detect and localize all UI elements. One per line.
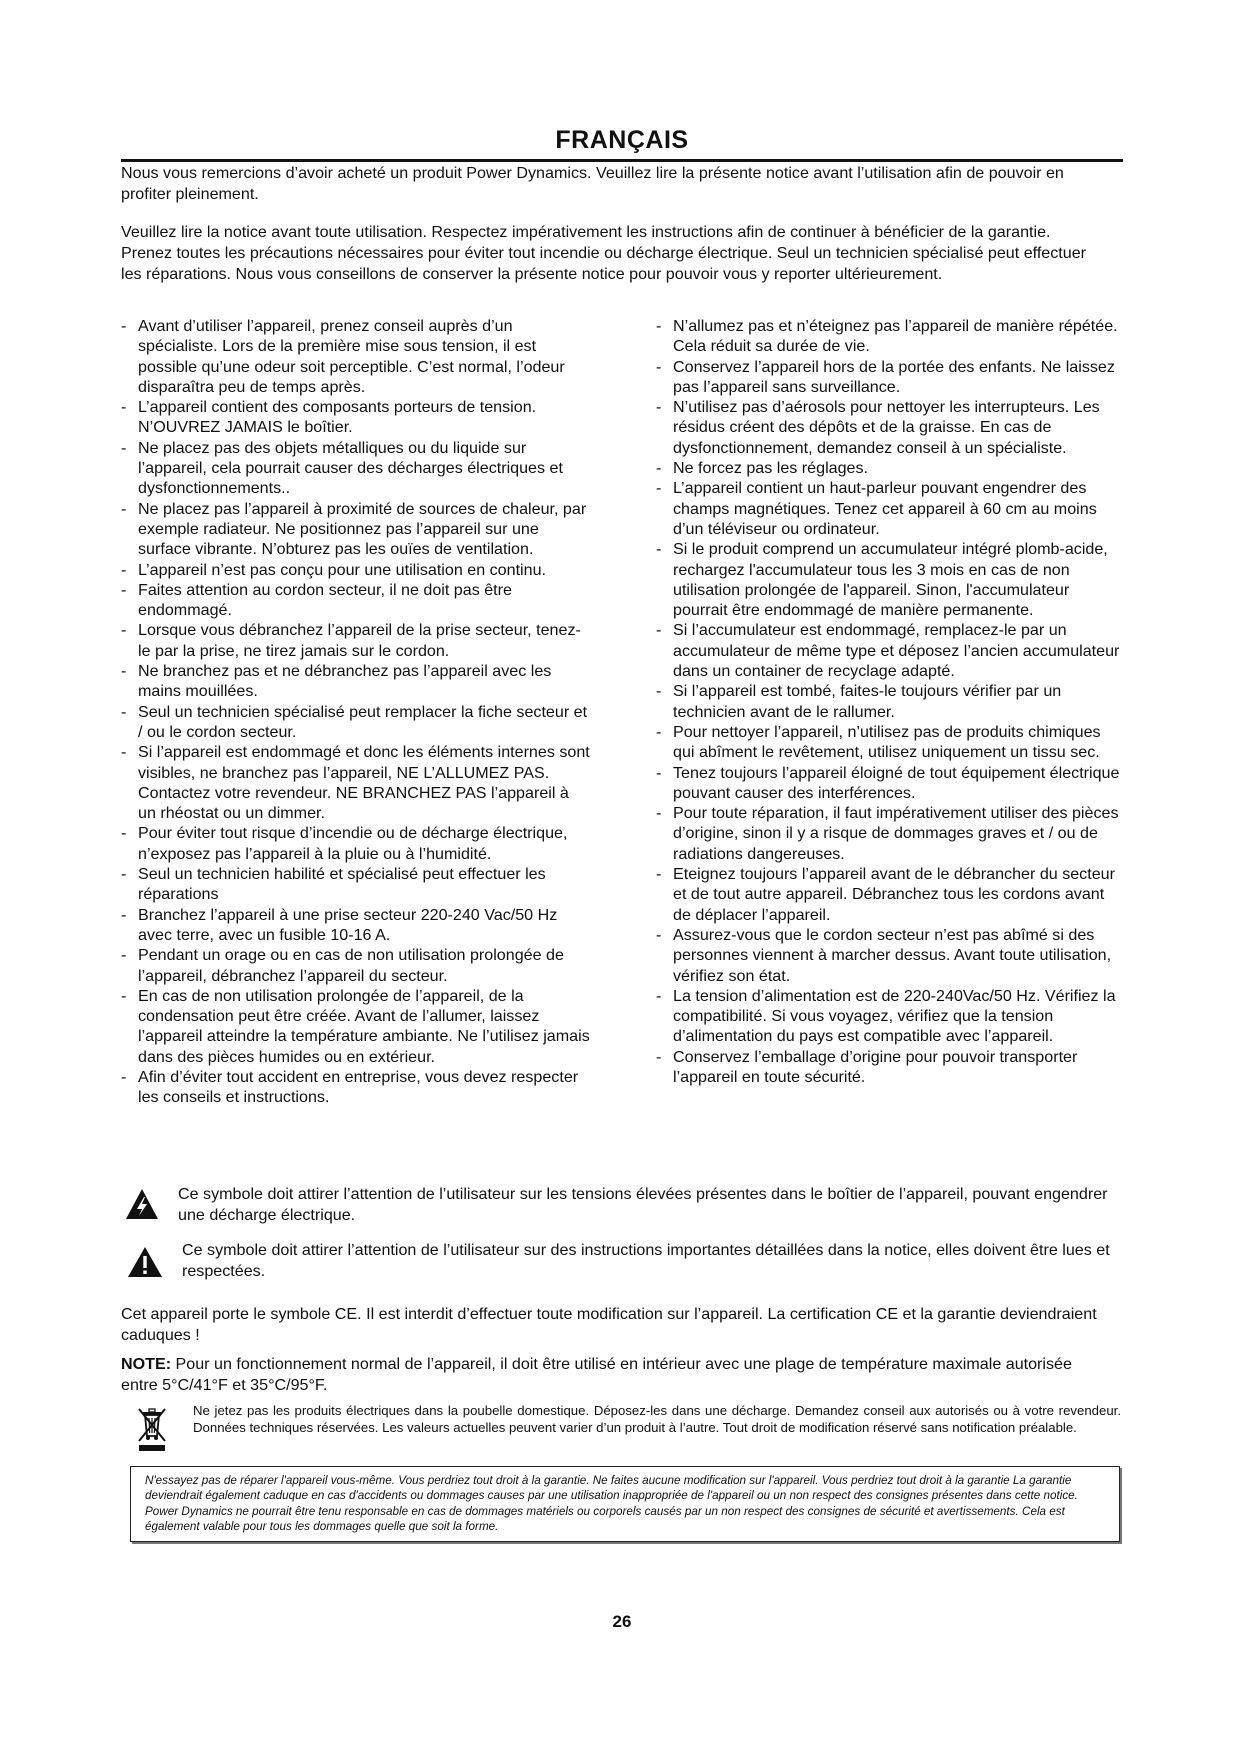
- warranty-disclaimer-box: [130, 1466, 1120, 1542]
- instruction-warning-text: Ce symbole doit attirer l’attention de l’utilisateur sur des instructions importantes détaillées dans la notice, elles doivent être lues et respectées.: [182, 1241, 1110, 1280]
- intro-paragraph-2: Veuillez lire la notice avant toute utilisation. Respectez impérativement les instructions afin de continuer à bénéficier de la garantie. Prenez toutes les précautions nécessaires pour éviter tout incendie ou décharge électrique. Seul un technicien spécialisé peut effectuer les réparations. Nous vous conseillons de conserver la présente notice pour pouvoir vous y reporter ultérieurement.: [121, 223, 1087, 283]
- note-paragraph: [121, 1354, 1101, 1396]
- list-item: - Conservez l’appareil hors de la portée des enfants. Ne laissez pas l’appareil sans surveillance.: [656, 357, 1124, 398]
- list-item: - Si l’appareil est tombé, faites-le toujours vérifier par un technicien avant de le rallumer.: [656, 681, 1124, 722]
- list-item: - La tension d’alimentation est de 220-240Vac/50 Hz. Vérifiez la compatibilité. Si vous voyagez, vérifiez que la tension d’alimentation du pays est compatible avec l’appareil.: [656, 986, 1124, 1047]
- list-item: - Ne placez pas des objets métalliques ou du liquide sur l’appareil, cela pourrait causer des décharges électriques et dysfonctionnements..: [121, 438, 591, 499]
- list-item: - Pour nettoyer l’appareil, n’utilisez pas de produits chimiques qui abîment le revêtement, utilisez uniquement un tissu sec.: [656, 722, 1124, 763]
- list-item: - Afin d’éviter tout accident en entreprise, vous devez respecter les conseils et instructions.: [121, 1067, 591, 1108]
- list-item: - Si l’appareil est endommagé et donc les éléments internes sont visibles, ne branchez pas l’appareil, NE L’ALLUMEZ PAS. Contactez votre revendeur. NE BRANCHEZ PAS l’appareil à un rhéostat ou un dimmer.: [121, 742, 591, 823]
- list-item: - Si l’accumulateur est endommagé, remplacez-le par un accumulateur de même type et déposez l’ancien accumulateur dans un container de recyclage adapté.: [656, 620, 1124, 681]
- page-number: 26: [612, 1612, 632, 1631]
- list-item: - Branchez l’appareil à une prise secteur 220-240 Vac/50 Hz avec terre, avec un fusible 10-16 A.: [121, 905, 591, 946]
- list-item: - Conservez l’emballage d’origine pour pouvoir transporter l’appareil en toute sécurité.: [656, 1047, 1124, 1088]
- voltage-warning-text: Ce symbole doit attirer l’attention de l’utilisateur sur les tensions élevées présentes dans le boîtier de l’appareil, pouvant engendrer une décharge électrique.: [178, 1185, 1108, 1224]
- list-item: - Eteignez toujours l’appareil avant de le débrancher du secteur et de tout autre appareil. Débranchez tous les cordons avant de déplacer l’appareil.: [656, 864, 1124, 925]
- list-item: - Pendant un orage ou en cas de non utilisation prolongée de l’appareil, débranchez l’appareil du secteur.: [121, 945, 591, 986]
- list-item: - Tenez toujours l’appareil éloigné de tout équipement électrique pouvant causer des interférences.: [656, 763, 1124, 804]
- lightning-triangle-icon: [125, 1188, 159, 1225]
- left-column: [121, 316, 591, 1108]
- list-item: - Pour éviter tout risque d’incendie ou de décharge électrique, n’exposez pas l’appareil à la pluie ou à l’humidité.: [121, 823, 591, 864]
- list-item: - L’appareil contient un haut-parleur pouvant engendrer des champs magnétiques. Tenez cet appareil à 60 cm au moins d’un téléviseur ou ordinateur.: [656, 478, 1124, 539]
- exclamation-triangle-icon: [127, 1246, 163, 1283]
- intro-paragraph-1: Nous vous remercions d’avoir acheté un produit Power Dynamics. Veuillez lire la présente notice avant l’utilisation afin de pouvoir en profiter pleinement.: [121, 164, 1064, 203]
- list-item: - Pour toute réparation, il faut impérativement utiliser des pièces d’origine, sinon il y a risque de dommages graves et / ou de radiations dangereuses.: [656, 803, 1124, 864]
- list-item: - Assurez-vous que le cordon secteur n’est pas abîmé si des personnes viennent à marcher dessus. Avant toute utilisation, vérifiez son état.: [656, 925, 1124, 986]
- list-item: - Ne forcez pas les réglages.: [656, 458, 1124, 478]
- right-column: [656, 316, 1124, 1087]
- list-item: - Lorsque vous débranchez l’appareil de la prise secteur, tenez-le par la prise, ne tirez jamais sur le cordon.: [121, 620, 591, 661]
- list-item: - En cas de non utilisation prolongée de l’appareil, de la condensation peut être créée. Avant de l’allumer, laissez l’appareil atteindre la température ambiante. Ne l’utilisez jamais dans des pièces humides ou en extérieur.: [121, 986, 591, 1067]
- ce-paragraph: Cet appareil porte le symbole CE. Il est interdit d’effectuer toute modification sur l’appareil. La certification CE et la garantie deviendraient caduques !: [121, 1305, 1097, 1344]
- list-item: - L’appareil contient des composants porteurs de tension. N’OUVREZ JAMAIS le boîtier.: [121, 397, 591, 438]
- page-title: FRANÇAIS: [555, 126, 689, 154]
- note-text: Pour un fonctionnement normal de l’appareil, il doit être utilisé en intérieur avec une plage de température maximale autorisée entre 5°C/41°F et 35°C/95°F.: [121, 1355, 1072, 1394]
- list-item: - Seul un technicien spécialisé peut remplacer la fiche secteur et / ou le cordon secteur.: [121, 702, 591, 743]
- list-item: - N’utilisez pas d’aérosols pour nettoyer les interrupteurs. Les résidus créent des dépôts et de la graisse. En cas de dysfonctionnement, demandez conseil à un spécialiste.: [656, 397, 1124, 458]
- list-item: - Ne branchez pas et ne débranchez pas l’appareil avec les mains mouillées.: [121, 661, 591, 702]
- list-item: - N’allumez pas et n’éteignez pas l’appareil de manière répétée. Cela réduit sa durée de vie.: [656, 316, 1124, 357]
- list-item: - Si le produit comprend un accumulateur intégré plomb-acide, rechargez l'accumulateur tous les 3 mois en cas de non utilisation prolongée de l'appareil. Sinon, l'accumulateur pourrait être endommagé de manière permanente.: [656, 539, 1124, 620]
- list-item: - Avant d’utiliser l’appareil, prenez conseil auprès d’un spécialiste. Lors de la première mise sous tension, il est possible qu’une odeur soit perceptible. C’est normal, l’odeur disparaîtra peu de temps après.: [121, 316, 591, 397]
- list-item: - L’appareil n’est pas conçu pour une utilisation en continu.: [121, 560, 591, 580]
- note-label: NOTE:: [121, 1355, 172, 1373]
- title-rule: [121, 159, 1123, 162]
- weee-text: Ne jetez pas les produits électriques dans la poubelle domestique. Déposez-les dans une décharge. Demandez conseil aux autorisés ou à votre revendeur. Données techniques réservées. Les valeurs actuelles peuvent varier d’un produit à l’autre. Tout droit de modification réservé sans notification préalable.: [193, 1403, 1121, 1436]
- crossed-bin-icon: [135, 1406, 169, 1457]
- list-item: - Faites attention au cordon secteur, il ne doit pas être endommagé.: [121, 580, 591, 621]
- list-item: - Seul un technicien habilité et spécialisé peut effectuer les réparations: [121, 864, 591, 905]
- warranty-disclaimer-text: N'essayez pas de réparer l'appareil vous-même. Vous perdriez tout droit à la garantie. Ne faites aucune modification sur l'appareil. Vous perdriez tout droit à la garantie La garantie deviendrait également caduque en cas d'accidents ou dommages causes par une utilisation inappropriée de l'appareil ou un non respect des consignes présentes dans cette notice. Power Dynamics ne pourrait être tenu responsable en cas de dommages matériels ou corporels causés par un non respect des consignes de sécurité et avertissements. Cela est également valable pour tous les dommages quelle que soit la forme.: [145, 1474, 1078, 1534]
- list-item: - Ne placez pas l’appareil à proximité de sources de chaleur, par exemple radiateur. Ne positionnez pas l’appareil sur une surface vibrante. N’obturez pas les ouïes de ventilation.: [121, 499, 591, 560]
